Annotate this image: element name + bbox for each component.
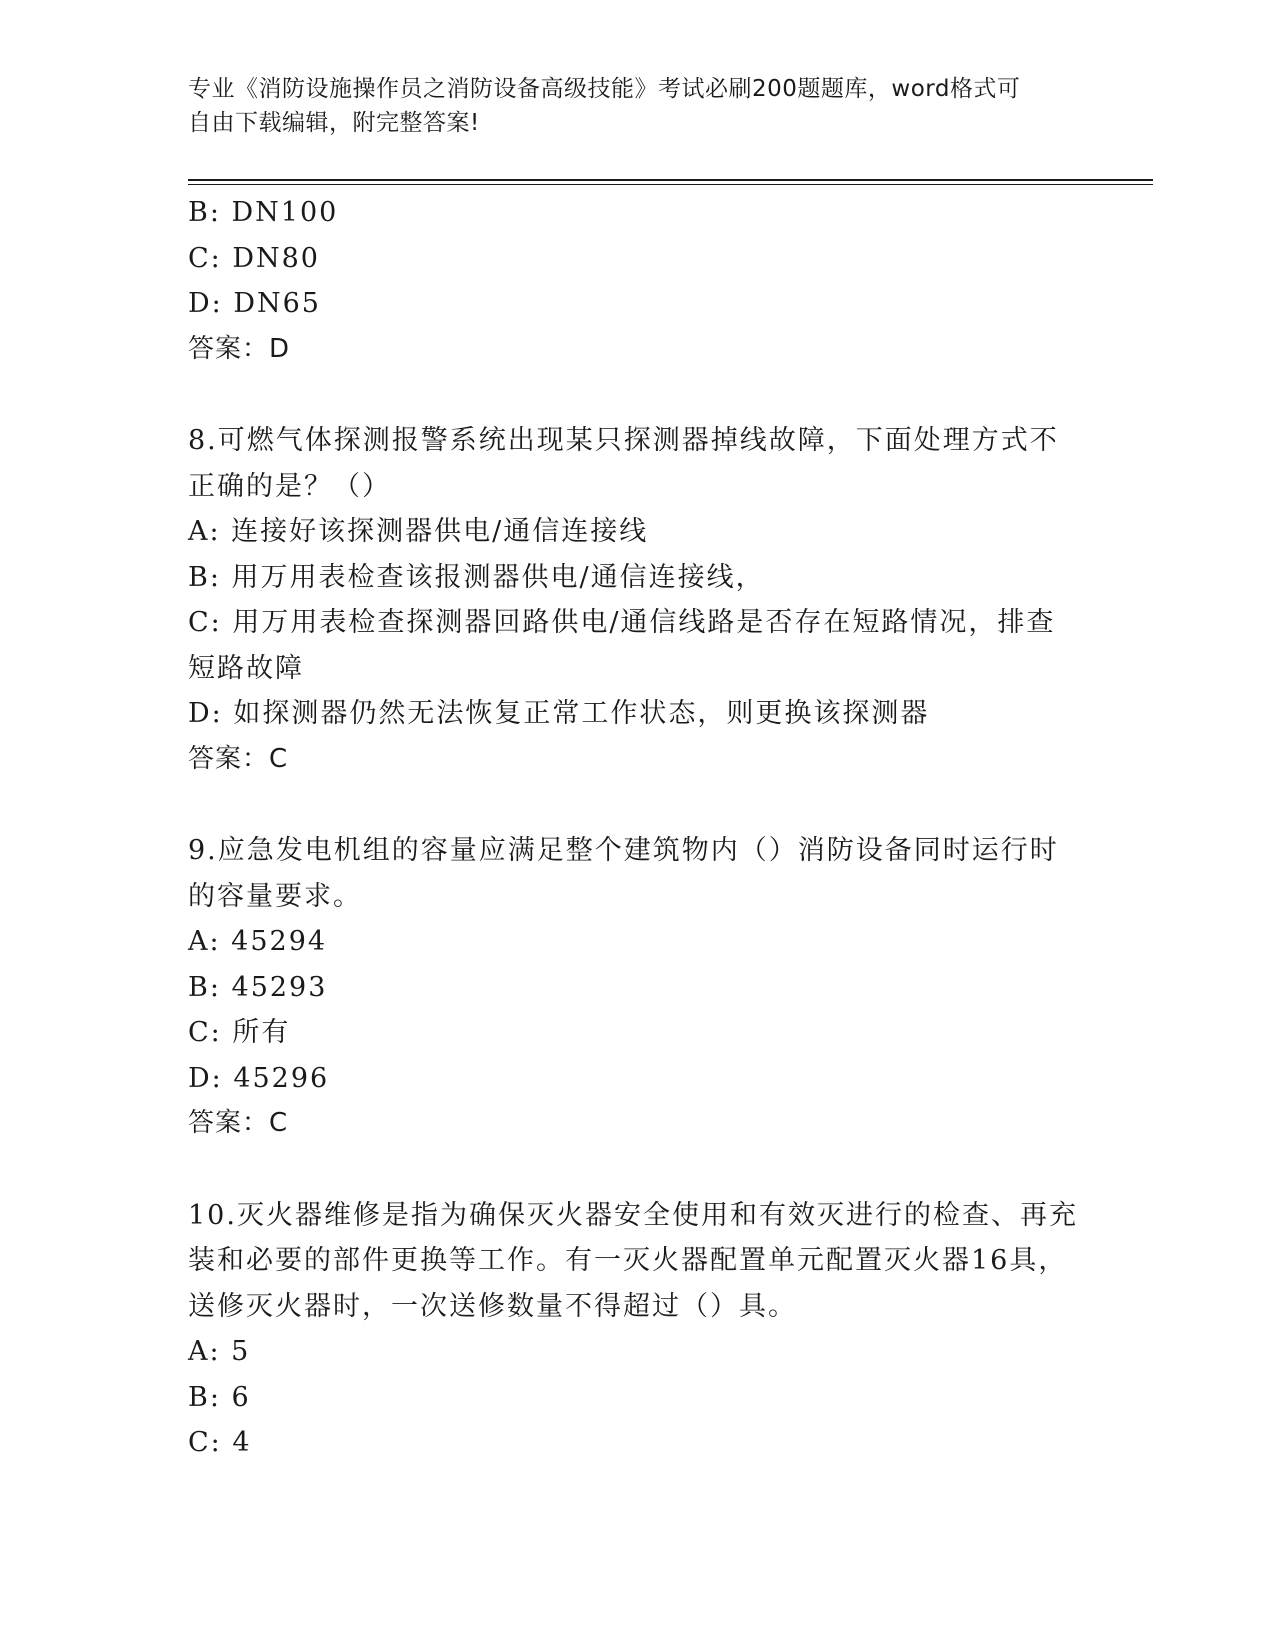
option-d: D: 45296 [188,1062,330,1094]
option-c: C: 所有 [188,1017,291,1048]
option-d: D: DN65 [188,288,321,319]
header-title-line-2: 自由下载编辑，附完整答案! [188,110,480,136]
option-c: C: DN80 [188,242,320,274]
option-a: A: 连接好该探测器供电/通信连接线 [188,516,649,547]
question-stem-line-2: 正确的是？（） [188,470,391,502]
question-stem-line-1: 10.灭火器维修是指为确保灭火器安全使用和有效灭进行的检查、再充 [188,1199,1078,1231]
question-7-tail [188,190,1088,372]
option-b: B: 6 [188,1381,251,1413]
option-c-line-2: 短路故障 [188,652,304,684]
question-8 [188,418,1088,782]
spacer [188,372,1088,418]
question-stem-line-3: 送修灭火器时，一次送修数量不得超过（）具。 [188,1290,797,1322]
page-header [188,72,1088,140]
question-10 [188,1193,1088,1466]
answer-line: 答案：D [188,333,291,364]
spacer [188,1147,1088,1193]
document-body [188,190,1088,1466]
answer-line: 答案：C [188,743,289,774]
question-9 [188,828,1088,1147]
option-c: C: 4 [188,1427,252,1458]
option-c-line-1: C: 用万用表检查探测器回路供电/通信线路是否存在短路情况，排查 [188,607,1056,638]
header-rule-thin [188,184,1153,185]
option-b: B: DN100 [188,197,339,228]
option-a: A: 5 [188,1336,251,1367]
question-stem-line-2: 的容量要求。 [188,880,362,912]
question-stem-line-2: 装和必要的部件更换等工作。有一灭火器配置单元配置灭火器16具， [188,1245,1068,1276]
option-b: B: 45293 [188,971,328,1003]
option-a: A: 45294 [188,926,328,957]
question-stem-line-1: 9.应急发电机组的容量应满足整个建筑物内（）消防设备同时运行时 [188,835,1059,866]
header-rule-thick [188,179,1153,181]
answer-line: 答案：C [188,1108,289,1138]
spacer [188,782,1088,828]
question-stem-line-1: 8.可燃气体探测报警系统出现某只探测器掉线故障，下面处理方式不 [188,425,1059,456]
header-title-line-1: 专业《消防设施操作员之消防设备高级技能》考试必刷200题题库，word格式可 [188,76,1021,102]
option-d: D: 如探测器仍然无法恢复正常工作状态，则更换该探测器 [188,698,930,729]
option-b: B: 用万用表检查该报测器供电/通信连接线， [188,561,765,593]
